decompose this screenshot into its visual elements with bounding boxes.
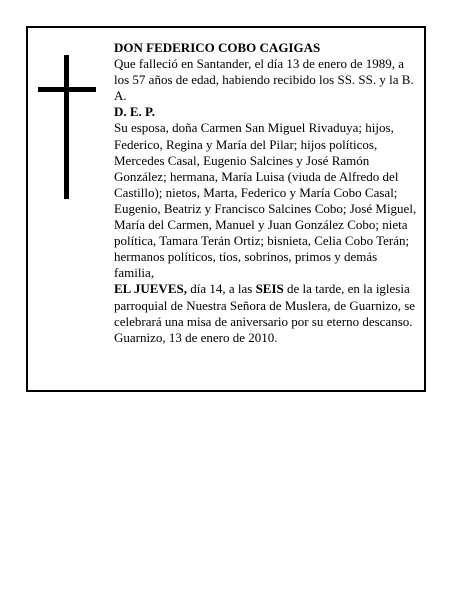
mass-text-part1: día 14, a las <box>186 281 256 297</box>
notice-text <box>114 40 420 346</box>
family-list: Su esposa, doña Carmen San Miguel Rivaduya; hijos, Federico, Regina y María del Pilar; hijos políticos, Mercedes Casal, Eugenio Salcines y José Ramón González; hermana, María Luisa (viuda de Alfredo del Castillo); nietos, Marta, Federico y María Cobo Casal; Eugenio, Beatriz y Francisco Salcines Cobo; José Miguel, María del Carmen, Manuel y Juan González Cobo; nieta política, Tamara Terán Ortiz; bisnieta, Celia Cobo Terán; hermanos políticos, tíos, sobrinos, primos y demás familia, <box>114 120 417 281</box>
mass-announcement <box>114 281 420 329</box>
death-statement: Que falleció en Santander, el día 13 de enero de 1989, a los 57 años de edad, habiendo recibido los SS. SS. y la B. A. <box>114 56 414 104</box>
mass-day: EL JUEVES, <box>114 281 187 297</box>
cross-horizontal-bar <box>38 87 96 92</box>
obituary-notice <box>26 26 426 392</box>
dateline: Guarnizo, 13 de enero de 2010. <box>114 329 278 345</box>
cross-vertical-bar <box>64 55 69 199</box>
cross-icon <box>38 55 96 199</box>
mass-text-part2: de la tarde, en la iglesia parroquial de Nuestra Señora de Muslera, de Guarnizo, se celebrará una misa de aniversario por su eterno descanso. <box>114 281 416 329</box>
mass-time: SEIS <box>255 281 284 297</box>
dep-line: D. E. P. <box>114 104 156 120</box>
deceased-name: DON FEDERICO COBO CAGIGAS <box>114 40 321 55</box>
